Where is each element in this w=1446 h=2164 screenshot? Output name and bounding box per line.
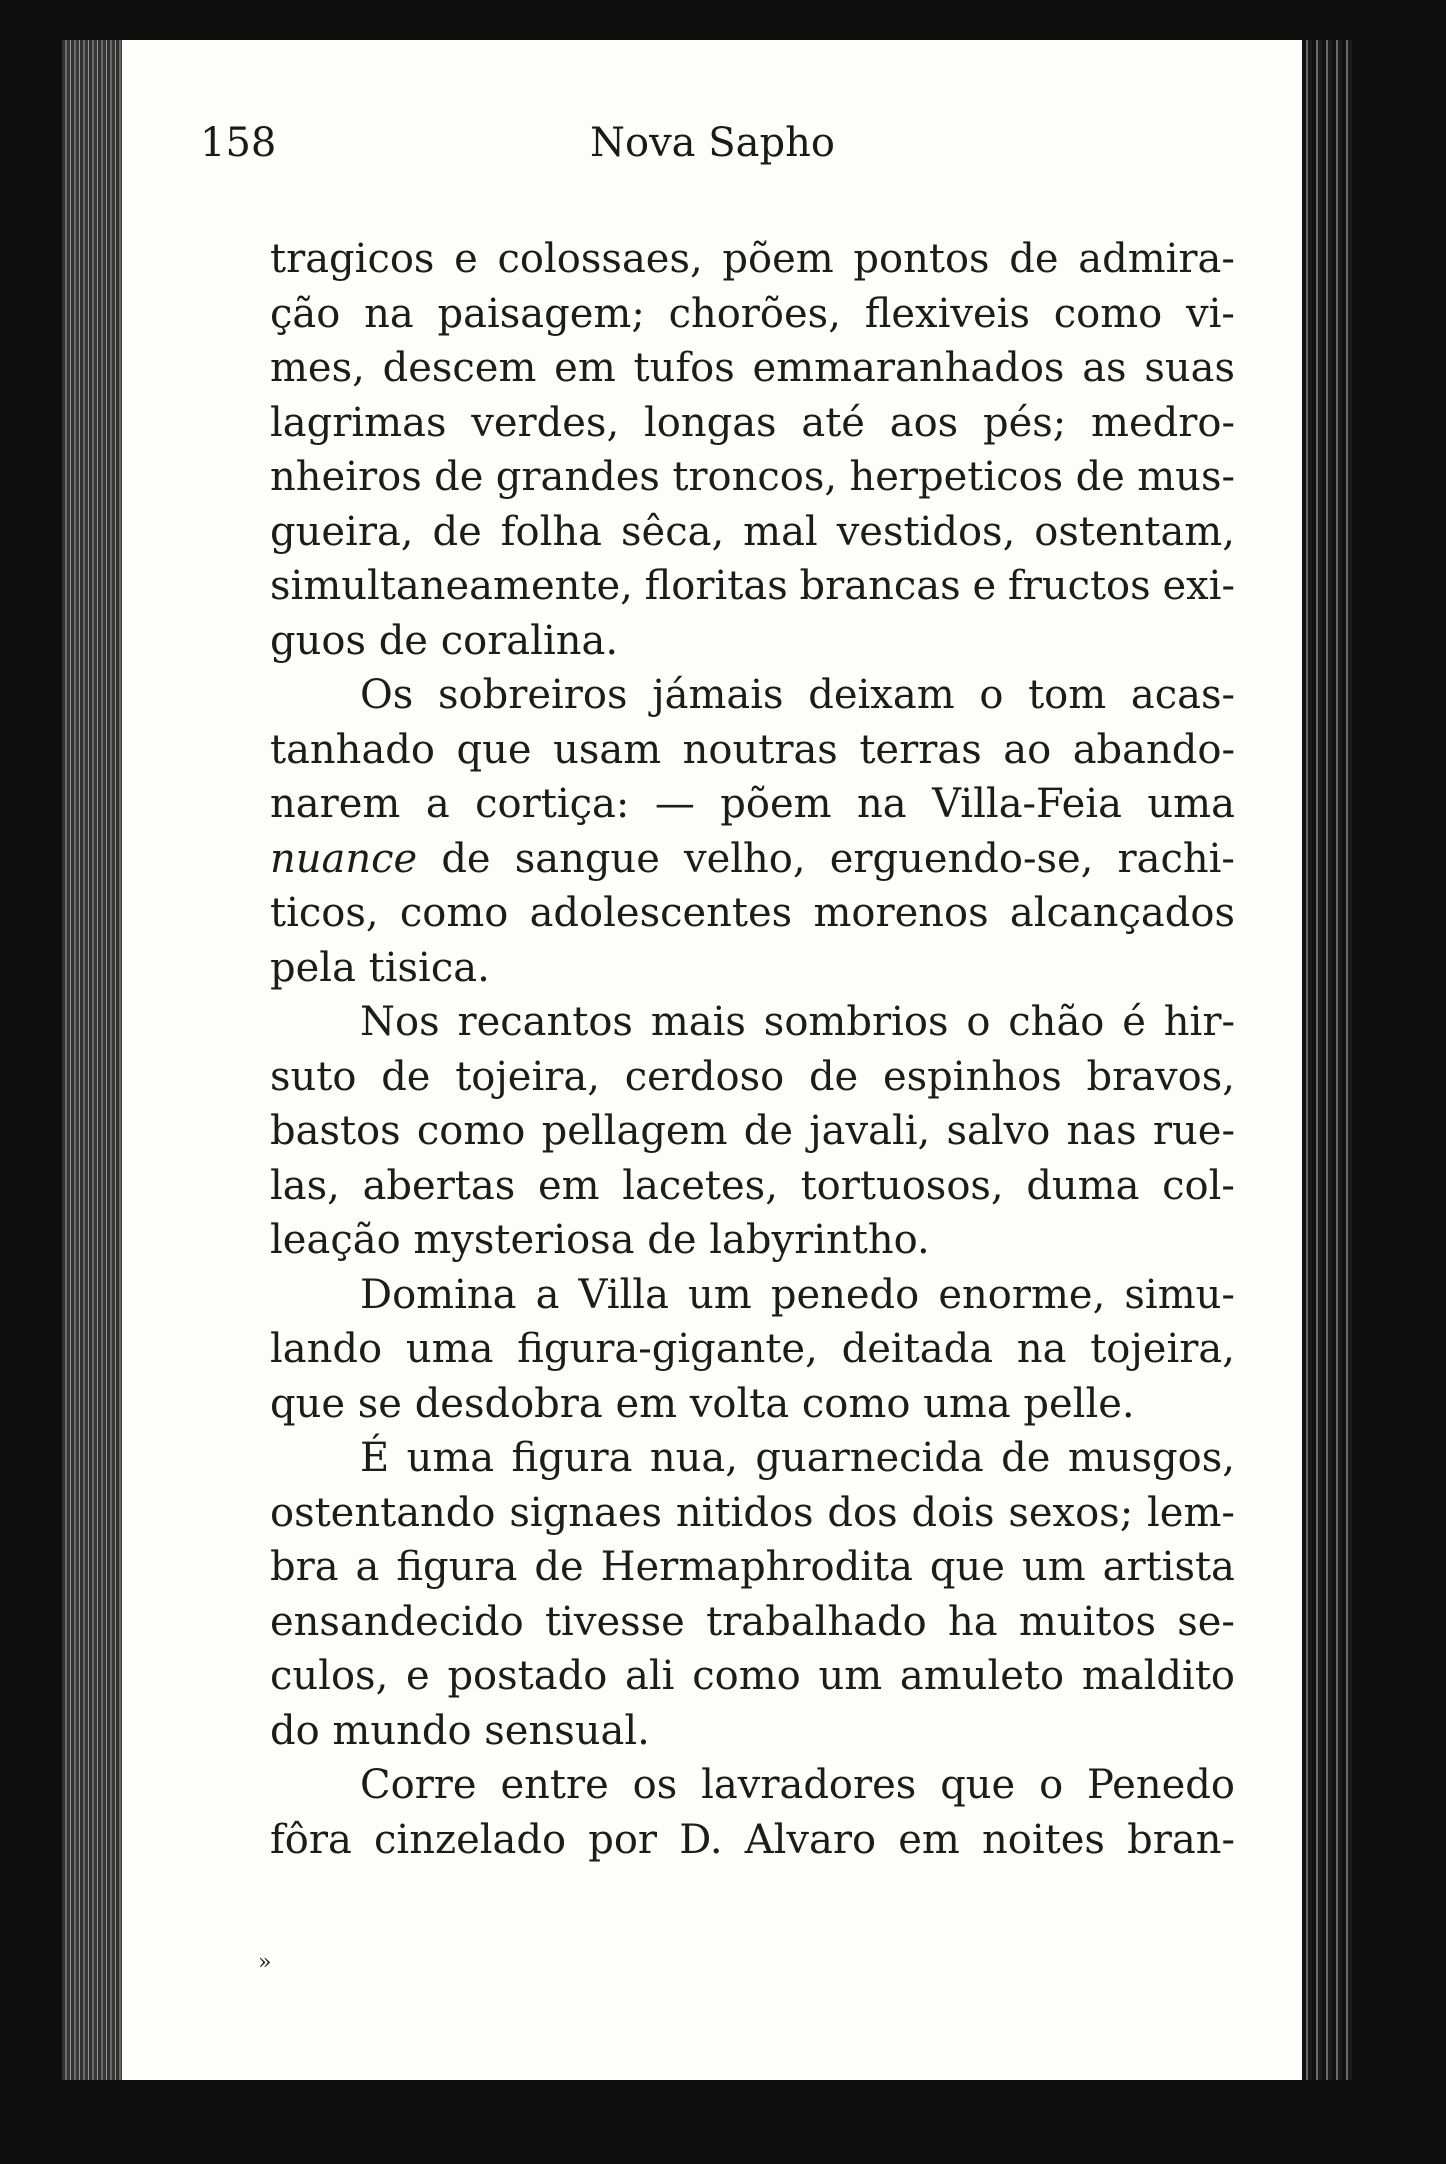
page-header [200, 120, 1200, 170]
word: tom [1028, 672, 1107, 718]
word: de [434, 454, 484, 500]
word: abando- [1072, 726, 1235, 773]
word: se [357, 1380, 415, 1427]
word: espinhos [882, 1053, 1062, 1100]
word: ticos, [270, 890, 379, 936]
word: pellagem [541, 1108, 728, 1154]
word: lavradores [701, 1762, 917, 1808]
word: de [1009, 236, 1059, 282]
word: bravos, [1086, 1053, 1235, 1100]
word: terras [859, 726, 982, 773]
word: como [692, 1653, 801, 1699]
word: amuleto [899, 1653, 1065, 1699]
word: bra [270, 1544, 339, 1590]
word: É [360, 1435, 390, 1481]
word: dos [827, 1489, 898, 1536]
word: troncos, [672, 454, 838, 500]
text-line [270, 450, 1235, 505]
text-line [270, 1159, 1235, 1214]
word: em [898, 1816, 960, 1863]
word: mais [650, 999, 746, 1045]
word: o [1039, 1762, 1064, 1808]
word: artista [1102, 1544, 1235, 1590]
word: sensual. [484, 1707, 650, 1754]
word: usam [553, 726, 662, 773]
word: emmaranhados [752, 345, 1065, 391]
word: descem [382, 345, 537, 391]
word: e [972, 563, 997, 609]
word: col- [1162, 1162, 1235, 1209]
word: de [381, 1053, 431, 1100]
word: se- [1177, 1598, 1235, 1645]
word: — [654, 781, 695, 827]
text-line [270, 1758, 1235, 1813]
word: Corre [360, 1762, 477, 1808]
word: nua, [649, 1435, 738, 1481]
word: pés; [982, 399, 1067, 446]
word: Domina [360, 1271, 517, 1318]
word: medro- [1091, 399, 1235, 446]
text-line [270, 723, 1235, 778]
word: as [1082, 345, 1127, 391]
word: põem [720, 781, 832, 827]
word: leação [270, 1217, 414, 1263]
text-line [270, 614, 1235, 669]
word: de [1075, 454, 1125, 500]
word: uma [1147, 781, 1235, 827]
word: como [1053, 290, 1163, 337]
word: por [588, 1816, 658, 1863]
word: os [632, 1762, 678, 1808]
word: erguendo-se, [829, 835, 1094, 882]
word: uma [405, 1326, 494, 1372]
text-line [270, 396, 1235, 451]
word: em [537, 1162, 600, 1209]
word: chorões, [668, 290, 841, 337]
word: que [456, 726, 532, 773]
page-number: 158 [200, 120, 277, 166]
word: simu- [1124, 1271, 1235, 1318]
word: do [270, 1707, 333, 1754]
word: Alvaro [744, 1816, 877, 1863]
word: trabalhado [706, 1598, 927, 1645]
text-line [270, 1268, 1235, 1323]
word: tivesse [544, 1598, 685, 1645]
word: cinzelado [374, 1816, 567, 1863]
word: pontos [853, 236, 990, 282]
word: de [647, 1217, 710, 1263]
word: desdobra [414, 1380, 616, 1427]
word: guos [270, 617, 379, 664]
text-line [270, 886, 1235, 941]
word: noutras [682, 726, 838, 773]
word: põem [722, 236, 834, 282]
word: a [535, 1271, 560, 1318]
word: de [743, 1108, 794, 1154]
word: Villa [578, 1271, 669, 1318]
word: mus- [1137, 454, 1235, 500]
word: um [1021, 1544, 1086, 1590]
word: cortiça: [475, 781, 630, 827]
word: que [929, 1544, 1005, 1590]
word: de [1001, 1435, 1051, 1481]
text-line [270, 1104, 1235, 1159]
word: de [378, 617, 441, 664]
text-line [270, 1595, 1235, 1650]
word: javali, [809, 1108, 931, 1154]
word: bran- [1127, 1816, 1235, 1863]
word: tufos [633, 345, 735, 391]
word: mes, [270, 345, 365, 391]
word: flexiveis [864, 290, 1030, 337]
word: noites [982, 1816, 1105, 1863]
word: e [454, 236, 478, 282]
word: vi- [1186, 290, 1235, 337]
word: suto [270, 1053, 357, 1100]
word: uma [406, 1435, 495, 1481]
word: até [801, 399, 865, 446]
word: herpeticos [849, 454, 1064, 500]
word: salvo [946, 1108, 1051, 1154]
text-body [270, 232, 1235, 1867]
word: lacetes, [622, 1162, 778, 1209]
word: um [688, 1271, 752, 1318]
word: um [818, 1653, 883, 1699]
word: lando [270, 1326, 383, 1372]
word: chão [1008, 999, 1105, 1045]
word: guarnecida [755, 1435, 984, 1481]
word: tragicos [270, 236, 435, 282]
running-title: Nova Sapho [590, 120, 835, 166]
page-edge-shadow [1302, 40, 1352, 2080]
word: tojeira, [455, 1053, 600, 1100]
word: de [808, 1053, 859, 1100]
text-line [270, 1050, 1235, 1105]
word: morenos [813, 890, 989, 936]
word: ali [625, 1653, 675, 1699]
word: postado [447, 1653, 608, 1699]
word: aos [889, 399, 959, 446]
text-line [270, 995, 1235, 1050]
word: lem- [1147, 1489, 1235, 1536]
text-line [270, 777, 1235, 832]
word: Hermaphrodita [600, 1544, 913, 1590]
text-line [270, 1704, 1235, 1759]
word: rue- [1152, 1108, 1235, 1154]
text-line [270, 1377, 1235, 1432]
word: bastos [270, 1108, 401, 1154]
word: de [441, 835, 491, 882]
text-line [270, 1813, 1235, 1868]
word: sêca, [621, 508, 725, 555]
text-line [270, 941, 1235, 996]
word: alcançados [1009, 890, 1235, 936]
word: sombrios [763, 999, 949, 1045]
word: deitada [841, 1326, 994, 1372]
word: sangue [514, 835, 660, 882]
word: muitos [1018, 1598, 1156, 1645]
word: dois [911, 1489, 995, 1536]
stray-mark: » [258, 1950, 272, 1975]
word: simultaneamente, [270, 563, 633, 609]
word: ostentando [270, 1489, 496, 1536]
word: como [399, 890, 509, 936]
word: nas [1066, 1108, 1137, 1154]
word: Penedo [1087, 1762, 1235, 1808]
text-line [270, 1540, 1235, 1595]
word: nitidos [675, 1489, 814, 1536]
word: D. [679, 1816, 723, 1863]
word: na [857, 781, 907, 827]
word: duma [1026, 1162, 1140, 1209]
word: ha [947, 1598, 998, 1645]
word: nheiros [270, 454, 422, 500]
word: fructos [1007, 563, 1151, 609]
word: narem [270, 781, 401, 827]
text-line [270, 559, 1235, 614]
word: figura [511, 1435, 633, 1481]
word: ção [270, 290, 341, 337]
word: rachi- [1117, 835, 1235, 882]
word: mundo [332, 1707, 485, 1754]
text-line [270, 668, 1235, 723]
word: verdes, [471, 399, 620, 446]
word: colossaes, [497, 236, 703, 282]
word: folha [500, 508, 603, 555]
word: suas [1144, 345, 1235, 391]
word: ao [1003, 726, 1052, 773]
word: fôra [270, 1816, 352, 1863]
text-line [270, 1649, 1235, 1704]
word: tortuosos, [800, 1162, 1004, 1209]
word: e [406, 1653, 430, 1699]
word: nuance [270, 835, 418, 882]
word: o [979, 672, 1004, 718]
word: penedo [770, 1271, 920, 1318]
word: a [425, 781, 450, 827]
word: em [615, 1380, 690, 1427]
word: é [1122, 999, 1146, 1045]
word: hir- [1163, 999, 1235, 1045]
page-spine-shadow [62, 40, 122, 2080]
text-line [270, 232, 1235, 287]
word: pela [270, 944, 369, 991]
word: culos, [270, 1653, 389, 1699]
word: que [940, 1762, 1016, 1808]
word: mal [743, 508, 818, 555]
word: Nos [360, 999, 440, 1045]
text-line [270, 287, 1235, 342]
text-line [270, 505, 1235, 560]
word: grandes [495, 454, 660, 500]
word: de [534, 1544, 584, 1590]
word: ensandecido [270, 1598, 524, 1645]
word: cerdoso [624, 1053, 785, 1100]
text-line [270, 1431, 1235, 1486]
word: jámais [652, 672, 784, 718]
text-line [270, 1486, 1235, 1541]
word: velho, [683, 835, 806, 882]
word: las, [270, 1162, 340, 1209]
word: o [966, 999, 991, 1045]
word: longas [643, 399, 777, 446]
word: Villa-Feia [932, 781, 1122, 827]
word: na [1016, 1326, 1067, 1372]
word: musgos, [1067, 1435, 1235, 1481]
word: admira- [1078, 236, 1235, 282]
word: abertas [362, 1162, 516, 1209]
word: coralina. [440, 617, 619, 664]
word: floritas [644, 563, 788, 609]
word: maldito [1081, 1653, 1235, 1699]
word: recantos [457, 999, 633, 1045]
word: uma [923, 1380, 1024, 1427]
word: tojeira, [1090, 1326, 1235, 1372]
word: na [364, 290, 414, 337]
word: enorme, [938, 1271, 1106, 1318]
word: adolescentes [529, 890, 793, 936]
word: brancas [799, 563, 961, 609]
word: vestidos, [836, 508, 1016, 555]
word: exi- [1162, 563, 1235, 609]
word: tisica. [368, 944, 490, 991]
word: de [432, 508, 482, 555]
text-line [270, 832, 1235, 887]
word: pelle. [1023, 1380, 1135, 1427]
word: paisagem; [437, 290, 645, 337]
word: figura [396, 1544, 518, 1590]
word: tanhado [270, 726, 435, 773]
text-line [270, 1213, 1235, 1268]
word: gueira, [270, 508, 414, 555]
text-line [270, 1322, 1235, 1377]
word: sobreiros [438, 672, 628, 718]
word: deixam [808, 672, 955, 718]
word: figura-gigante, [517, 1326, 818, 1372]
word: em [554, 345, 616, 391]
word: volta [689, 1380, 802, 1427]
word: sexos; [1008, 1489, 1134, 1536]
word: como [801, 1380, 924, 1427]
word: signaes [509, 1489, 663, 1536]
word: lagrimas [270, 399, 447, 446]
word: labyrintho. [709, 1217, 930, 1263]
word: entre [500, 1762, 609, 1808]
word: a [355, 1544, 380, 1590]
word: Os [360, 672, 414, 718]
word: como [416, 1108, 526, 1154]
text-line [270, 341, 1235, 396]
word: acas- [1130, 672, 1235, 718]
word: ostentam, [1034, 508, 1235, 555]
word: que [270, 1380, 358, 1427]
word: mysteriosa [413, 1217, 648, 1263]
